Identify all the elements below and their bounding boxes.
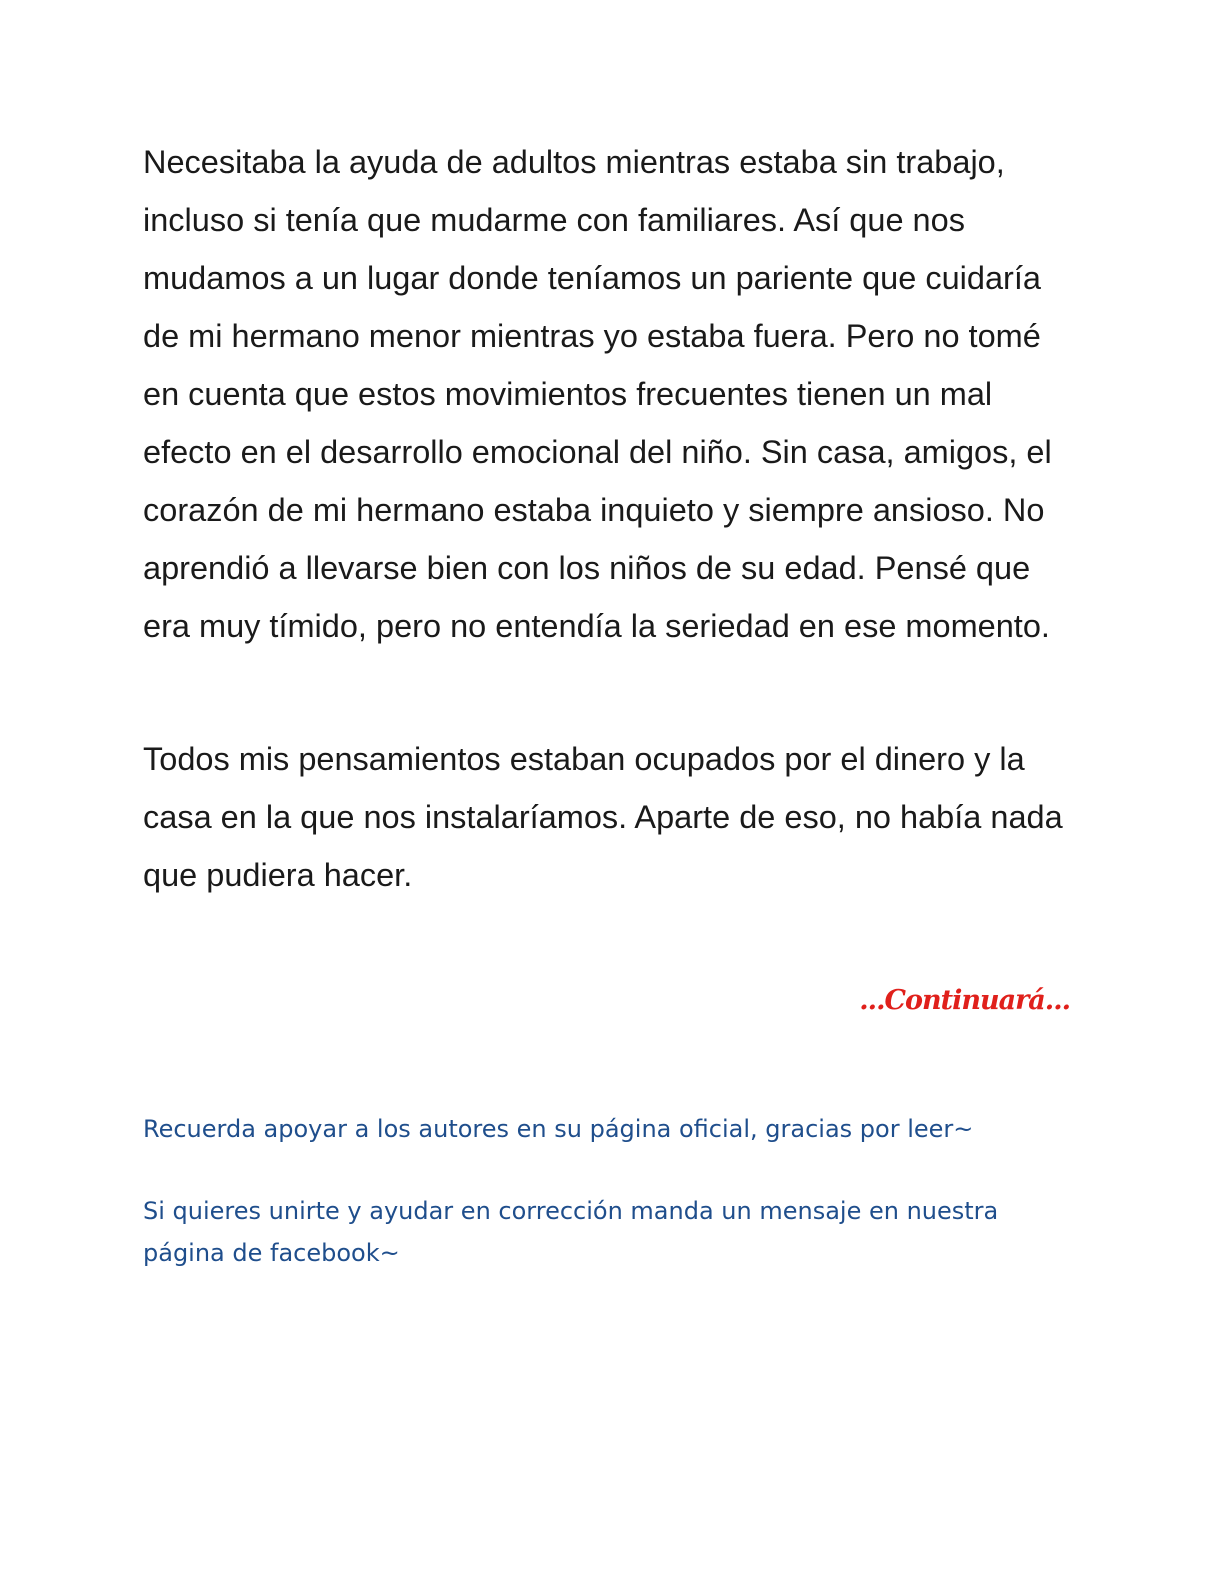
story-paragraph: Necesitaba la ayuda de adultos mientras estaba sin trabajo, incluso si tenía que mudarme con familiares. Así que nos mudamos a un lugar donde teníamos un pariente que cuidaría de mi hermano menor mientras yo estaba fuera. Pero no tomé en cuenta que estos movimientos frecuentes tienen un mal efecto en el desarrollo emocional del niño. Sin casa, amigos, el corazón de mi hermano estaba inquieto y siempre ansioso. No aprendió a llevarse bien con los niños de su edad. Pensé que era muy tímido, pero no entendía la seriedad en ese momento. [143, 144, 1052, 644]
join-team-note: Si quieres unirte y ayudar en corrección manda un mensaje en nuestra página de facebook~ [143, 1197, 999, 1267]
story-paragraph: Todos mis pensamientos estaban ocupados por el dinero y la casa en la que nos instalaríamos. Aparte de eso, no había nada que pudiera hacer. [143, 741, 1063, 893]
support-authors-note: Recuerda apoyar a los autores en su página oficial, gracias por leer~ [143, 1115, 974, 1143]
to-be-continued-label: ...Continuará... [859, 985, 1070, 1016]
